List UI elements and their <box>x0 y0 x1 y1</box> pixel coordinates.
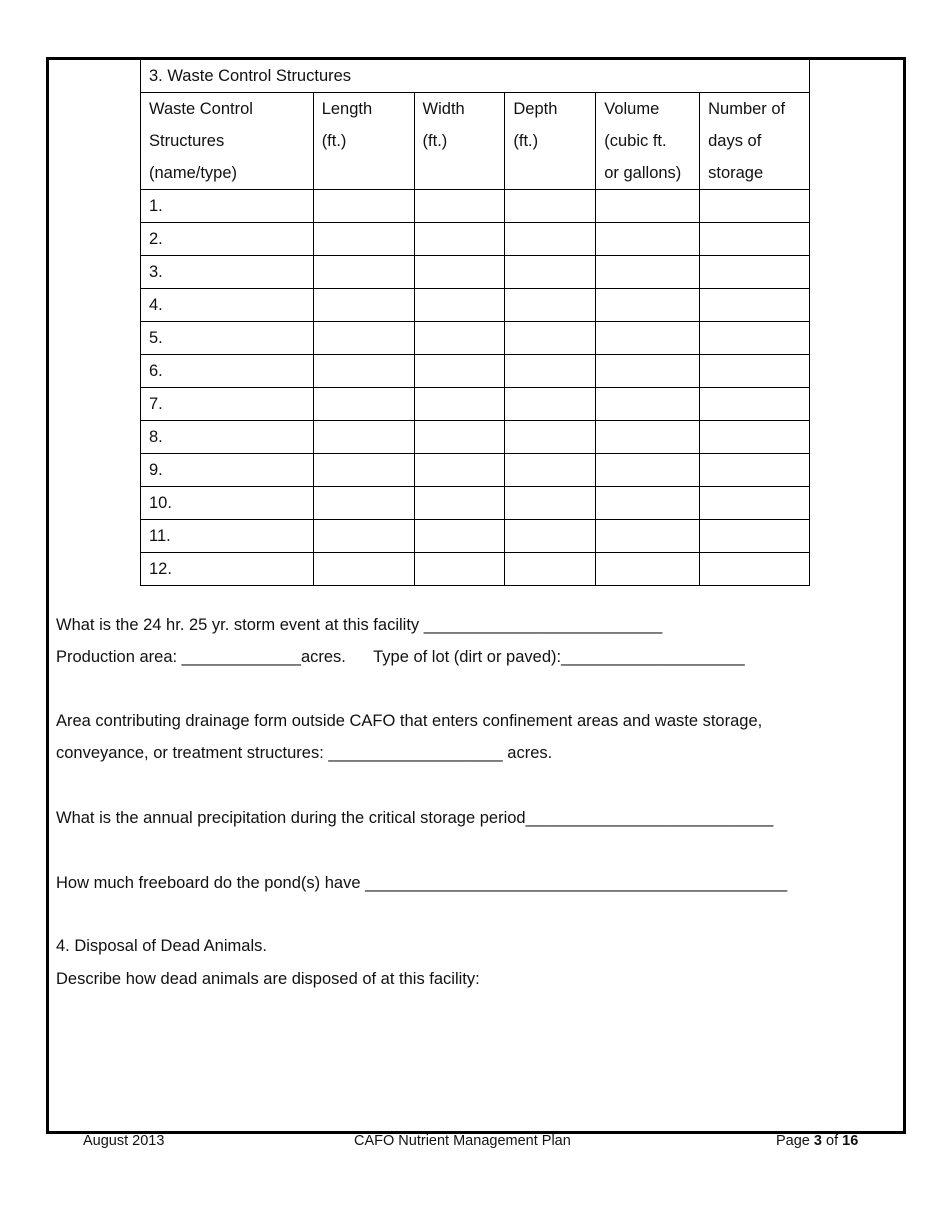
table-cell[interactable] <box>596 256 700 289</box>
table-cell[interactable] <box>700 256 810 289</box>
column-header-line: Depth <box>513 100 558 118</box>
table-cell[interactable] <box>505 223 596 256</box>
table-cell[interactable] <box>414 487 505 520</box>
table-cell[interactable] <box>700 454 810 487</box>
table-cell[interactable] <box>414 520 505 553</box>
column-header-line: (name/type) <box>149 164 238 182</box>
drainage-question-line2[interactable]: conveyance, or treatment structures: ___________________ acres. <box>56 744 553 762</box>
production-area-question[interactable]: Production area: _____________acres. Type of lot (dirt or paved):____________________ <box>56 648 745 666</box>
table-cell[interactable] <box>700 223 810 256</box>
footer-date: August 2013 <box>83 1133 165 1149</box>
table-title: 3. Waste Control Structures <box>141 60 810 93</box>
column-header <box>596 93 700 190</box>
table-cell[interactable] <box>414 553 505 586</box>
column-header-line: (cubic ft. <box>604 132 667 150</box>
table-cell[interactable] <box>596 520 700 553</box>
table-cell[interactable] <box>414 256 505 289</box>
table-cell[interactable] <box>414 388 505 421</box>
table-cell[interactable] <box>505 190 596 223</box>
table-cell[interactable] <box>505 355 596 388</box>
waste-control-structures-table <box>140 59 810 586</box>
row-number[interactable]: 2. <box>141 223 314 256</box>
table-cell[interactable] <box>313 388 414 421</box>
row-number[interactable]: 5. <box>141 322 314 355</box>
table-row <box>141 190 810 223</box>
table-cell[interactable] <box>313 421 414 454</box>
table-row <box>141 256 810 289</box>
table-cell[interactable] <box>414 322 505 355</box>
table-cell[interactable] <box>505 388 596 421</box>
table-cell[interactable] <box>313 322 414 355</box>
table-cell[interactable] <box>414 421 505 454</box>
column-header <box>700 93 810 190</box>
footer-title: CAFO Nutrient Management Plan <box>354 1133 571 1149</box>
footer-page-total: 16 <box>842 1133 859 1149</box>
table-cell[interactable] <box>505 487 596 520</box>
dead-animals-prompt: Describe how dead animals are disposed of at this facility: <box>56 970 480 988</box>
row-number[interactable]: 8. <box>141 421 314 454</box>
row-number[interactable]: 11. <box>141 520 314 553</box>
table-cell[interactable] <box>414 355 505 388</box>
table-cell[interactable] <box>313 355 414 388</box>
column-header-line: Waste Control <box>149 100 253 118</box>
table-cell[interactable] <box>505 421 596 454</box>
row-number[interactable]: 6. <box>141 355 314 388</box>
column-header-line: (ft.) <box>513 132 539 150</box>
table-cell[interactable] <box>313 520 414 553</box>
row-number[interactable]: 9. <box>141 454 314 487</box>
table-cell[interactable] <box>700 421 810 454</box>
column-header <box>313 93 414 190</box>
table-row <box>141 520 810 553</box>
table-cell[interactable] <box>700 553 810 586</box>
table-row <box>141 454 810 487</box>
column-header <box>414 93 505 190</box>
drainage-question-line1: Area contributing drainage form outside CAFO that enters confinement areas and waste storage, <box>56 712 763 730</box>
column-header-line: (ft.) <box>422 132 448 150</box>
table-cell[interactable] <box>596 388 700 421</box>
table-cell[interactable] <box>700 289 810 322</box>
column-header-line: storage <box>708 164 764 182</box>
table-cell[interactable] <box>505 256 596 289</box>
table-cell[interactable] <box>505 454 596 487</box>
table-row <box>141 553 810 586</box>
table-cell[interactable] <box>505 520 596 553</box>
dead-animals-heading: 4. Disposal of Dead Animals. <box>56 937 267 955</box>
table-cell[interactable] <box>414 289 505 322</box>
table-cell[interactable] <box>596 421 700 454</box>
table-cell[interactable] <box>313 223 414 256</box>
column-header-line: days of <box>708 132 762 150</box>
table-cell[interactable] <box>596 289 700 322</box>
column-header-line: Width <box>422 100 465 118</box>
table-cell[interactable] <box>414 454 505 487</box>
table-cell[interactable] <box>700 388 810 421</box>
column-header <box>505 93 596 190</box>
column-header-line: Length <box>321 100 373 118</box>
table-cell[interactable] <box>505 553 596 586</box>
column-header-line: Number of <box>708 100 786 118</box>
table-row <box>141 322 810 355</box>
column-header-line: (ft.) <box>321 132 347 150</box>
table-row <box>141 487 810 520</box>
table-cell[interactable] <box>414 190 505 223</box>
row-number[interactable]: 3. <box>141 256 314 289</box>
table-row <box>141 289 810 322</box>
row-number[interactable]: 4. <box>141 289 314 322</box>
table-cell[interactable] <box>313 256 414 289</box>
table-cell[interactable] <box>596 190 700 223</box>
table-cell[interactable] <box>700 520 810 553</box>
row-number[interactable]: 1. <box>141 190 314 223</box>
footer-page-number <box>776 1133 858 1149</box>
table-cell[interactable] <box>414 223 505 256</box>
table-cell[interactable] <box>700 322 810 355</box>
row-number[interactable]: 7. <box>141 388 314 421</box>
precipitation-question[interactable]: What is the annual precipitation during the critical storage period___________________________ <box>56 809 774 827</box>
table-cell[interactable] <box>313 289 414 322</box>
table-cell[interactable] <box>700 487 810 520</box>
column-header-line: Volume <box>604 100 660 118</box>
column-header-line: Structures <box>149 132 225 150</box>
table-cell[interactable] <box>313 553 414 586</box>
footer-page-label: Page <box>776 1133 810 1149</box>
table-cell[interactable] <box>313 487 414 520</box>
table-cell[interactable] <box>700 355 810 388</box>
table-cell[interactable] <box>596 454 700 487</box>
table-cell[interactable] <box>313 454 414 487</box>
table-cell[interactable] <box>505 289 596 322</box>
table-cell[interactable] <box>596 355 700 388</box>
row-number[interactable]: 10. <box>141 487 314 520</box>
table-row <box>141 421 810 454</box>
table-row <box>141 355 810 388</box>
row-number[interactable]: 12. <box>141 553 314 586</box>
table-cell[interactable] <box>505 322 596 355</box>
footer-page-current: 3 <box>813 1133 822 1149</box>
column-header-line: or gallons) <box>604 164 682 182</box>
storm-event-question[interactable]: What is the 24 hr. 25 yr. storm event at this facility __________________________ <box>56 616 663 634</box>
table-row <box>141 223 810 256</box>
table-cell[interactable] <box>313 190 414 223</box>
table-cell[interactable] <box>700 190 810 223</box>
table-cell[interactable] <box>596 223 700 256</box>
column-header <box>141 93 314 190</box>
table-row <box>141 388 810 421</box>
freeboard-question[interactable]: How much freeboard do the pond(s) have ______________________________________________ <box>56 874 788 892</box>
table-cell[interactable] <box>596 553 700 586</box>
footer-page-of: of <box>826 1133 839 1149</box>
table-header-row <box>141 93 810 190</box>
table-cell[interactable] <box>596 322 700 355</box>
table-cell[interactable] <box>596 487 700 520</box>
